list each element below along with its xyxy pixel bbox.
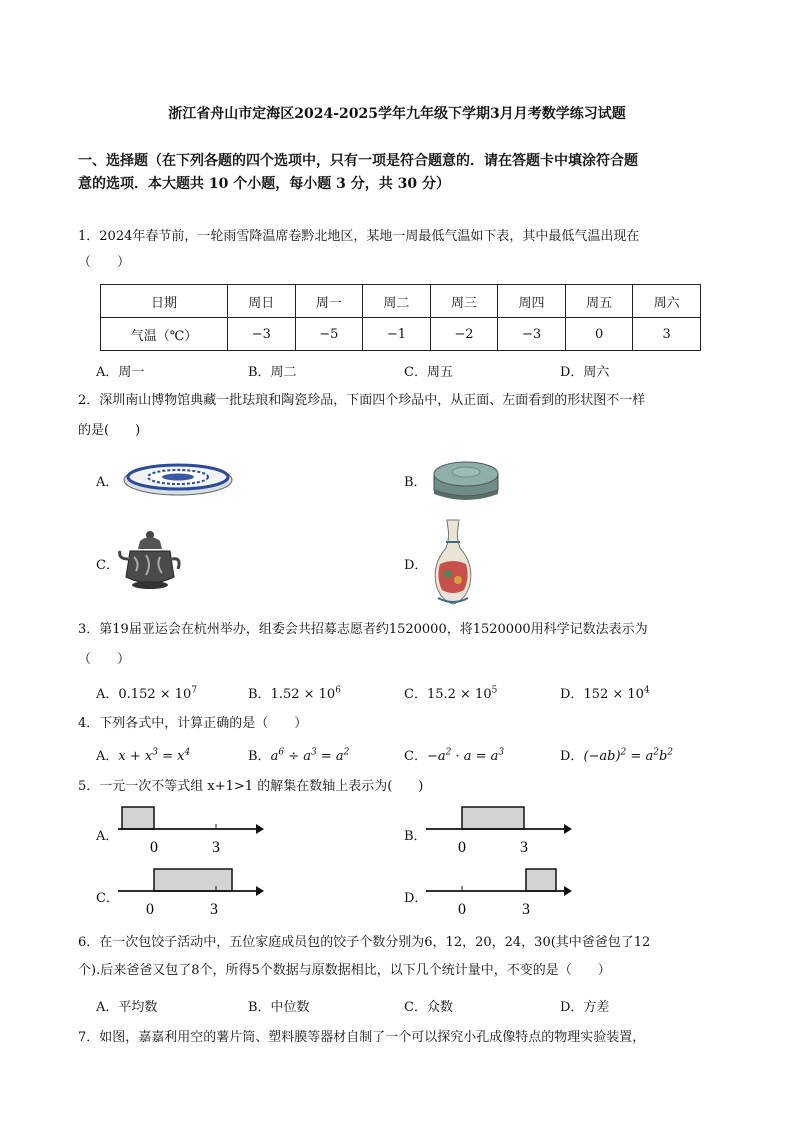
number-line-c [116,866,266,918]
q5-option-a[interactable]: A． [96,829,119,844]
q6-line-1: 6．在一次包饺子活动中，五位家庭成员包的饺子个数分别为6，12，20，24，30(其中爸爸包了12 [78,935,651,950]
table-cell: 周日 [228,285,296,318]
q2-option-c[interactable]: C． [96,558,119,573]
tick-label: 3 [522,901,530,918]
table-cell: 周二 [363,285,431,318]
option-label: C． [404,687,427,702]
table-cell: −1 [363,318,431,351]
q6-option-d[interactable]: D．方差 [560,1000,610,1015]
option-exponent: 4 [643,685,650,696]
option-label: D． [560,687,584,702]
temperature-table [100,284,701,351]
table-cell: 周三 [430,285,498,318]
q3-option-c[interactable] [404,683,497,702]
q5-option-c[interactable]: C． [96,891,119,906]
table-cell: −3 [498,318,566,351]
table-cell: 3 [633,318,701,351]
q1-option-c[interactable]: C．周五 [404,365,453,380]
q3-option-b[interactable] [248,683,341,702]
option-label: A． [96,687,119,702]
q1-option-d[interactable]: D．周六 [560,365,610,380]
q1-option-a[interactable]: A．周一 [96,365,145,380]
option-formula: $-a^2 \cdot a = a^3$ [426,747,505,764]
table-cell: 周四 [498,285,566,318]
q1-line-2: （ ） [78,255,131,270]
q2-option-a[interactable]: A． [96,475,119,490]
q2-option-b[interactable]: B． [404,475,427,490]
option-value: 15.2 × 10 [426,687,492,702]
tick-label: 3 [520,839,528,856]
q4-stem: 4．下列各式中，计算正确的是（ ） [78,716,308,731]
q4-option-b[interactable] [248,745,349,764]
q2-option-d[interactable]: D． [404,558,428,573]
table-cell: −3 [228,318,296,351]
q3-option-d[interactable] [560,683,650,702]
option-exponent: 5 [491,685,498,696]
q6-option-c[interactable]: C．众数 [404,1000,453,1015]
table-cell: 气温（℃） [101,318,228,351]
option-formula: $x + x^3 = x^4$ [118,747,191,764]
q7-stem: 7．如图，嘉嘉利用空的薯片筒、塑料膜等器材自制了一个可以探究小孔成像特点的物理实验装置， [78,1030,646,1045]
section-heading [78,150,638,196]
table-cell: 周一 [295,285,363,318]
table-row [101,318,701,351]
section-line-2: 意的选项．本大题共 10 个小题，每小题 3 分，共 30 分） [78,176,450,192]
q6-stem [78,932,650,982]
section-line-1: 一、选择题（在下列各题的四个选项中，只有一项是符合题意的．请在答题卡中填涂符合题 [78,153,638,169]
table-cell: 0 [565,318,633,351]
plate-image [122,458,234,498]
table-cell: −2 [430,318,498,351]
q4-option-c[interactable] [404,745,504,764]
tick-label: 3 [212,839,220,856]
option-exponent: 6 [335,685,341,696]
tick-label: 0 [458,839,466,856]
number-line-b [424,804,574,856]
number-line-a [116,804,266,856]
q3-line-1: 3．第19届亚运会在杭州举办，组委会共招募志愿者约1520000，将1520000用科学记数法表示为 [78,622,648,637]
option-value: 0.152 × 10 [118,687,192,702]
table-header-row [101,285,701,318]
option-label: B． [248,749,271,764]
option-value: 152 × 10 [583,687,644,702]
vase-image [428,518,478,606]
q6-line-2: 个).后来爸爸又包了8个，所得5个数据与原数据相比，以下几个统计量中，不变的是（ ） [78,963,611,978]
q1-line-1: 1．2024年春节前，一轮雨雪降温席卷黔北地区，某地一周最低气温如下表，其中最低气温出现在 [78,229,640,244]
covered-box-image [430,456,502,502]
q5-option-d[interactable]: D． [404,891,428,906]
option-value: 1.52 × 10 [270,687,336,702]
q3-option-a[interactable] [96,683,197,702]
q5-option-b[interactable]: B． [404,829,427,844]
q3-stem [78,619,648,671]
tick-label: 0 [146,901,154,918]
option-label: B． [248,687,271,702]
q4-option-a[interactable] [96,745,190,764]
tick-label: 0 [458,901,466,918]
option-label: C． [404,749,427,764]
q1-option-b[interactable]: B．周二 [248,365,297,380]
q3-line-2: （ ） [78,652,131,667]
option-formula: $a^6 \div a^3 = a^2$ [270,747,350,764]
tick-label: 3 [210,901,218,918]
number-line-d [424,866,574,918]
q5-stem: 5．一元一次不等式组 x+1>1 的解集在数轴上表示为( ) [78,779,424,794]
option-label: D． [560,749,584,764]
tick-label: 0 [150,839,158,856]
teapot-image [116,529,182,593]
q2-line-1: 2．深圳南山博物馆典藏一批珐琅和陶瓷珍品，下面四个珍品中，从正面、左面看到的形状图不一样 [78,393,646,408]
option-exponent: 7 [191,685,198,696]
q4-option-d[interactable] [560,745,673,764]
option-label: A． [96,749,119,764]
table-cell: −5 [295,318,363,351]
q1-stem [78,226,639,274]
option-formula: $(-ab)^2 = a^2b^2$ [583,747,673,764]
table-cell: 周六 [633,285,701,318]
q2-stem [78,390,645,442]
q2-line-2: 的是( ) [78,423,141,438]
q6-option-a[interactable]: A．平均数 [96,1000,158,1015]
table-cell: 周五 [565,285,633,318]
table-cell: 日期 [101,285,228,318]
q6-option-b[interactable]: B．中位数 [248,1000,310,1015]
page-title: 浙江省舟山市定海区2024-2025学年九年级下学期3月月考数学练习试题 [168,106,626,122]
